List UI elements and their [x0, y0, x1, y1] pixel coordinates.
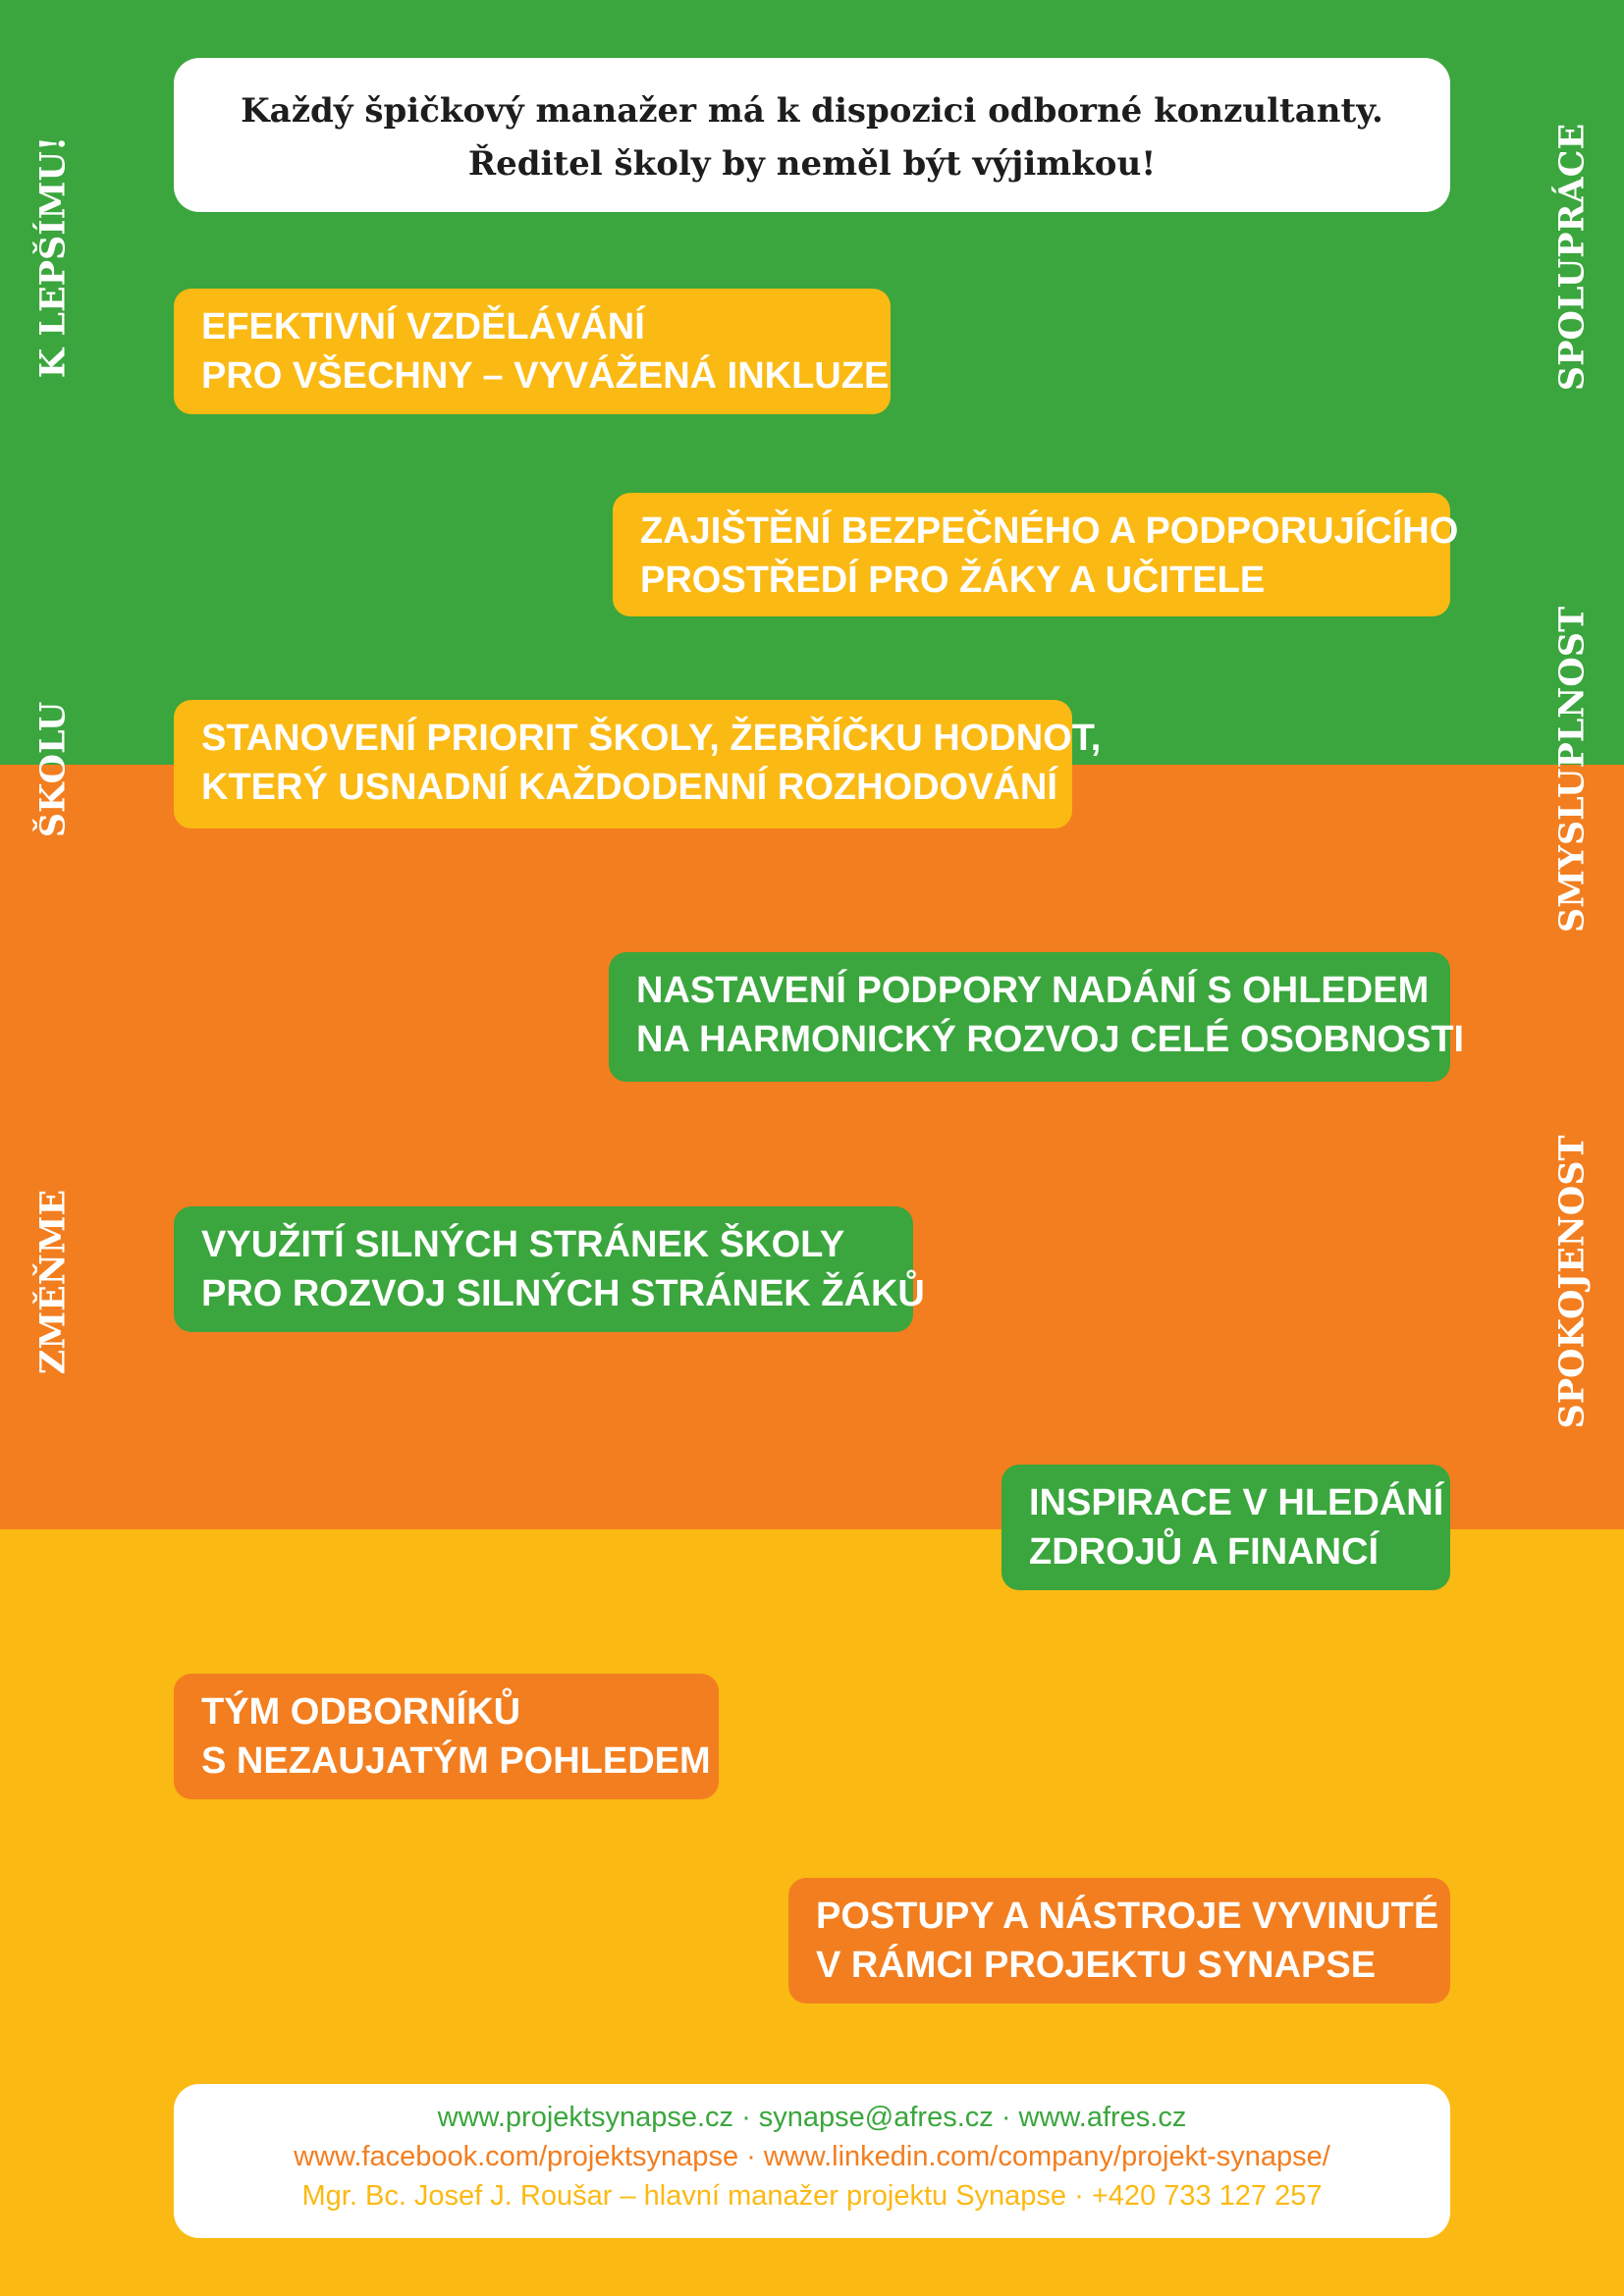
pill-podpora-nadani	[609, 952, 1465, 1082]
intro-line-1: Každý špičkový manažer má k dispozici odborné konzultanty.	[241, 91, 1383, 131]
pill-tym-odborniku	[174, 1674, 719, 1799]
side-label-right-top: SPOLUPRÁCE	[1551, 123, 1593, 392]
pill-line: NA HARMONICKÝ ROZVOJ CELÉ OSOBNOSTI	[636, 1019, 1465, 1060]
pill-bezpecne-prostredi	[613, 493, 1459, 616]
intro-line-2: Ředitel školy by neměl být výjimkou!	[467, 144, 1157, 184]
pill-silne-stranky	[174, 1206, 925, 1332]
pill-line: S NEZAUJATÝM POHLEDEM	[201, 1740, 711, 1782]
pill-line: INSPIRACE V HLEDÁNÍ	[1029, 1482, 1444, 1523]
pill-line: STANOVENÍ PRIORIT ŠKOLY, ŽEBŘÍČKU HODNOT,	[201, 718, 1102, 759]
pill-line: POSTUPY A NÁSTROJE VYVINUTÉ	[816, 1896, 1439, 1937]
pill-line: VYUŽITÍ SILNÝCH STRÁNEK ŠKOLY	[201, 1224, 845, 1265]
pill-line: NASTAVENÍ PODPORY NADÁNÍ S OHLEDEM	[636, 970, 1430, 1011]
pill-inspirace	[1001, 1465, 1450, 1590]
pill-postupy-nastroje	[788, 1878, 1450, 2003]
pill-line: PROSTŘEDÍ PRO ŽÁKY A UČITELE	[640, 560, 1266, 601]
intro-box	[174, 58, 1450, 212]
side-label-left-middle: ŠKOLU	[32, 701, 74, 838]
footer-contact-box	[174, 2084, 1450, 2238]
pill-line: ZAJIŠTĚNÍ BEZPEČNÉHO A PODPORUJÍCÍHO	[640, 510, 1459, 552]
pill-line: TÝM ODBORNÍKŮ	[201, 1691, 521, 1733]
side-label-left-top: K LEPŠÍMU!	[32, 135, 74, 379]
side-label-left-bottom: ZMĚŇME	[32, 1189, 74, 1375]
side-label-right-bottom: SPOKOJENOST	[1551, 1135, 1593, 1429]
footer-social-line: www.facebook.com/projektsynapse · www.linkedin.com/company/projekt-synapse/	[294, 2141, 1330, 2172]
footer-web-email-line: www.projektsynapse.cz · synapse@afres.cz · www.afres.cz	[437, 2102, 1187, 2133]
pill-line: PRO VŠECHNY – VYVÁŽENÁ INKLUZE	[201, 355, 890, 397]
pill-priority-skoly	[174, 700, 1102, 828]
footer-manager-line: Mgr. Bc. Josef J. Roušar – hlavní manažer projektu Synapse · +420 733 127 257	[301, 2180, 1323, 2212]
pill-line: V RÁMCI PROJEKTU SYNAPSE	[816, 1945, 1377, 1986]
background-band-orange	[0, 765, 1624, 1529]
pill-efektivni-vzdelavani	[174, 289, 891, 414]
pill-line: ZDROJŮ A FINANCÍ	[1029, 1531, 1380, 1573]
side-label-right-middle: SMYSLUPLNOST	[1551, 606, 1593, 934]
pill-line: PRO ROZVOJ SILNÝCH STRÁNEK ŽÁKŮ	[201, 1273, 925, 1314]
pill-line: KTERÝ USNADNÍ KAŽDODENNÍ ROZHODOVÁNÍ	[201, 767, 1057, 808]
pill-line: EFEKTIVNÍ VZDĚLÁVÁNÍ	[201, 306, 645, 347]
